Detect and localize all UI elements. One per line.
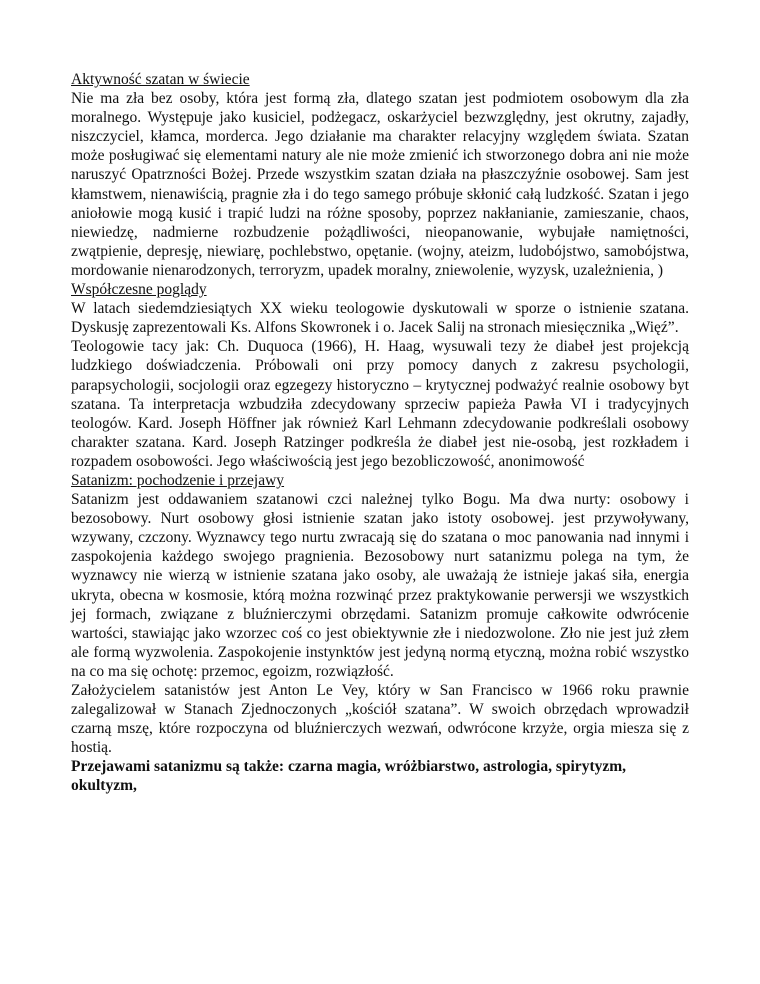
- closing-bold-line: Przejawami satanizmu są także: czarna magia, wróżbiarstwo, astrologia, spirytyzm, okultyzm,: [71, 758, 627, 795]
- paragraph-teologowie: Teologowie tacy jak: Ch. Duquoca (1966), H. Haag, wysuwali tezy że diabeł jest projekcją ludzkiego doświadczenia. Próbowali oni przy pomocy danych z zakresu psychologii, parapsychologii, socjologii oraz egzegezy historyczno – krytycznej podważyć realnie osobowy byt szatana. Ta interpretacja wzbudziła zdecydowany sprzeciw papieża Pawła VI i tradycyjnych teologów. Kard. Joseph Höffner jak również Karl Lehmann zdecydowanie podkreślali osobowy charakter szatana. Kard. Joseph Ratzinger podkreśla że diabeł jest nie-osobą, jest rozkładem i rozpadem osobowości. Jego właściwością jest jego bezobliczowość, anonimowość: [71, 338, 689, 470]
- paragraph-aktywnosc: Nie ma zła bez osoby, która jest formą zła, dlatego szatan jest podmiotem osobowym dla zła moralnego. Występuje jako kusiciel, podżegacz, oskarżyciel bezwzględny, jest okrutny, zajadły, niszczyciel, kłamca, morderca. Jego działanie ma charakter relacyjny względem świata. Szatan może posługiwać się elementami natury ale nie może zmienić ich stworzonego dobra ani nie może naruszyć Opatrzności Bożej. Przede wszystkim szatan działa na płaszczyźnie osobowej. Sam jest kłamstwem, nienawiścią, pragnie zła i do tego samego próbuje skłonić całą ludzkość. Szatan i jego aniołowie mogą kusić i trapić ludzi na różne sposoby, poprzez nakłanianie, zamieszanie, chaos, niewiedzę, nadmierne rozbudzenie pożądliwości, nieopanowanie, wybujałe namiętności, zwątpienie, depresję, niewiarę, pochlebstwo, opętanie. (wojny, ateizm, ludobójstwo, samobójstwa, mordowanie nienarodzonych, terroryzm, upadek moralny, zniewolenie, wyzysk, uzależnienia, ): [71, 90, 689, 279]
- document-page: [71, 70, 689, 796]
- heading-wspolczesne-poglady: Współczesne poglądy: [71, 281, 207, 299]
- paragraph-dyskusja: W latach siedemdziesiątych XX wieku teologowie dyskutowali w sporze o istnienie szatana. Dyskusję zaprezentowali Ks. Alfons Skowronek i o. Jacek Salij na stronach miesięcznika „Więź”.: [71, 300, 689, 337]
- paragraph-zalozyciel: Założycielem satanistów jest Anton Le Vey, który w San Francisco w 1966 roku prawnie zalegalizował w Stanach Zjednoczonych „kościół szatana”. W swoich obrzędach wprowadził czarną mszę, które rozpoczyna od bluźnierczych wezwań, odwrócone krzyże, orgia miesza się z hostią.: [71, 682, 689, 757]
- heading-satanizm: Satanizm: pochodzenie i przejawy: [71, 471, 285, 489]
- paragraph-satanizm: Satanizm jest oddawaniem szatanowi czci należnej tylko Bogu. Ma dwa nurty: osobowy i bezosobowy. Nurt osobowy głosi istnienie szatan jako istoty osobowej. jest przywoływany, wzywany, czczony. Wyznawcy tego nurtu zwracają się do szatana o moc panowania nad innymi i zaspokojenia każdego swojego pragnienia. Bezosobowy nurt satanizmu polega na tym, że wyznawcy nie wierzą w istnienie szatana jako osoby, ale uważają że istnieje jakaś siła, energia ukryta, obecna w kosmosie, którą można rozwinąć przez praktykowanie perwersji we wszystkich jej formach, związane z bluźnierczymi obrzędami. Satanizm promuje całkowite odwrócenie wartości, stawiając jako wzorzec coś co jest obiektywnie złe i niedozwolone. Zło nie jest już złem ale formą wyzwolenia. Zaspokojenie instynktów jest jedyną normą etyczną, można robić wszystko na co ma się ochotę: przemoc, egoizm, rozwiązłość.: [71, 491, 689, 680]
- heading-aktywnosc: Aktywność szatan w świecie: [71, 71, 250, 88]
